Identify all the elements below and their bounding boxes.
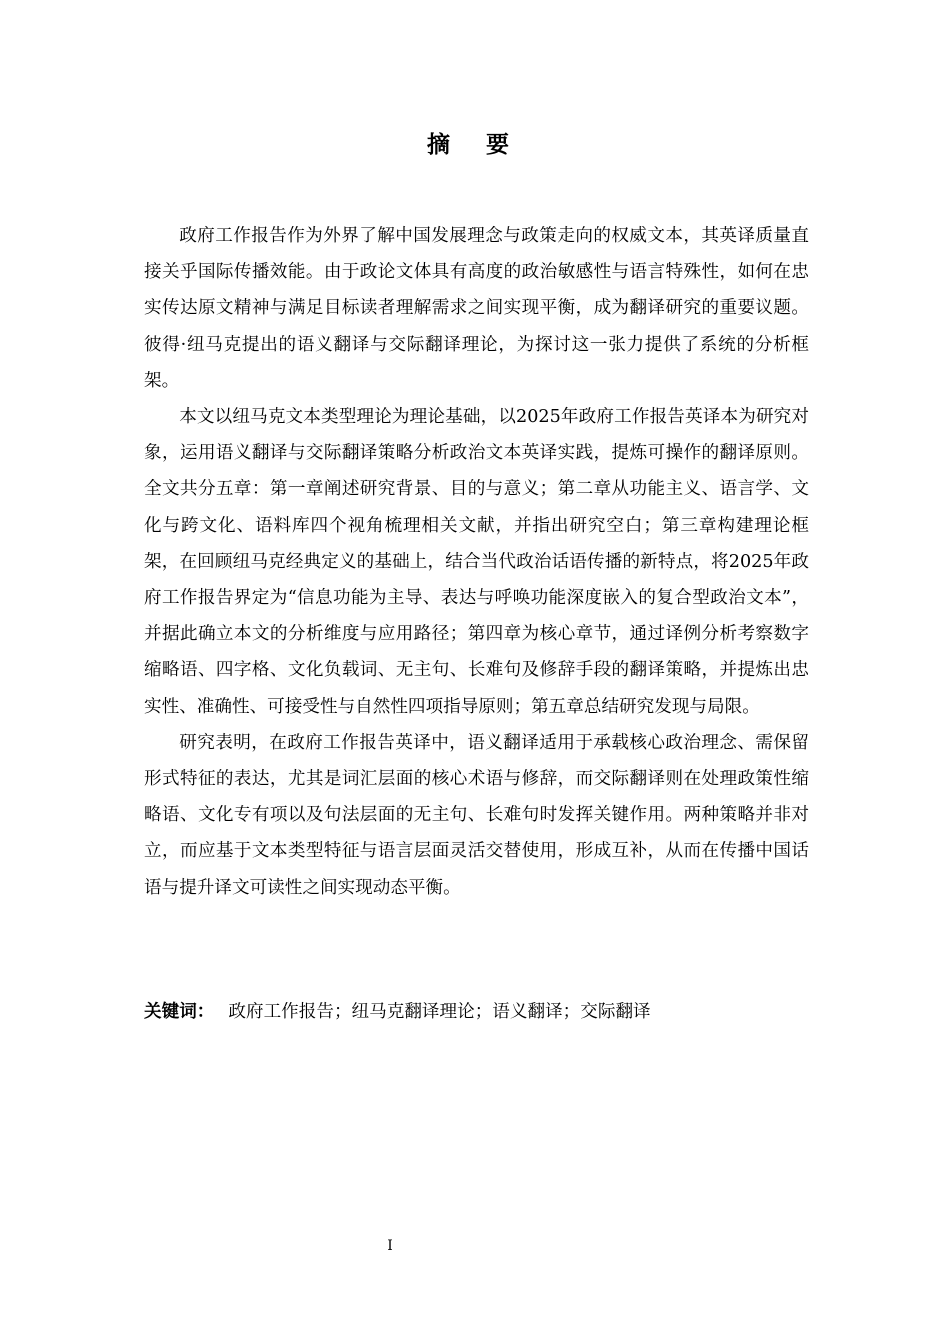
abstract-title: 摘 要 [426,132,523,158]
keywords-list: 政府工作报告；纽马克翻译理论；语义翻译；交际翻译 [228,1002,651,1022]
abstract-body [144,218,809,906]
page-number: I [387,1238,393,1254]
abstract-paragraph-2: 本文以纽马克文本类型理论为理论基础，以2025年政府工作报告英译本为研究对象，运用语义翻译与交际翻译策略分析政治文本英译实践，提炼可操作的翻译原则。全文共分五章：第一章阐述研究背景、目的与意义；第二章从功能主义、语言学、文化与跨文化、语料库四个视角梳理相关文献，并指出研究空白；第三章构建理论框架，在回顾纽马克经典定义的基础上，结合当代政治话语传播的新特点，将2025年政府工作报告界定为“信息功能为主导、表达与呼唤功能深度嵌入的复合型政治文本”，并据此确立本文的分析维度与应用路径；第四章为核心章节，通过译例分析考察数字缩略语、四字格、文化负载词、无主句、长难句及修辞手段的翻译策略，并提炼出忠实性、准确性、可接受性与自然性四项指导原则；第五章总结研究发现与局限。 [144,407,809,717]
abstract-paragraph-3: 研究表明，在政府工作报告英译中，语义翻译适用于承载核心政治理念、需保留形式特征的表达，尤其是词汇层面的核心术语与修辞，而交际翻译则在处理政策性缩略语、文化专有项以及句法层面的无主句、长难句时发挥关键作用。两种策略并非对立，而应基于文本类型特征与语言层面灵活交替使用，形成互补，从而在传播中国话语与提升译文可读性之间实现动态平衡。 [144,732,809,898]
abstract-paragraph-1: 政府工作报告作为外界了解中国发展理念与政策走向的权威文本，其英译质量直接关乎国际传播效能。由于政论文体具有高度的政治敏感性与语言特殊性，如何在忠实传达原文精神与满足目标读者理解需求之间实现平衡，成为翻译研究的重要议题。彼得·纽马克提出的语义翻译与交际翻译理论，为探讨这一张力提供了系统的分析框架。 [144,226,809,391]
keywords-line [144,997,809,1027]
keywords-label: 关键词： [144,1002,215,1022]
